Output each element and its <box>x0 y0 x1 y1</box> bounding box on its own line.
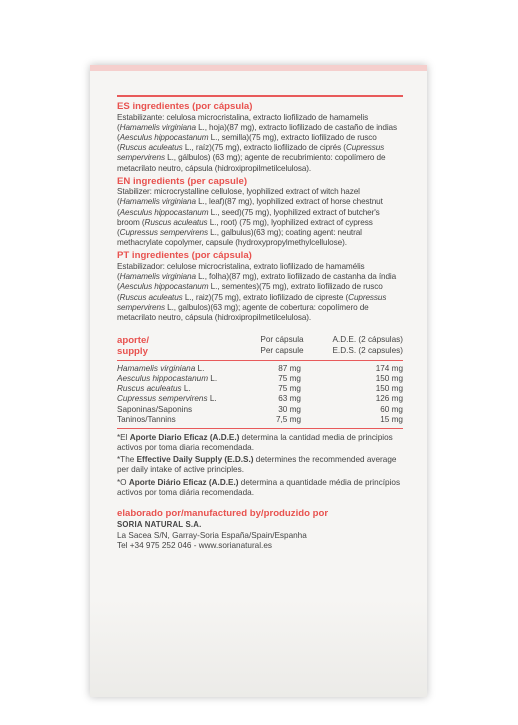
text: Estabilizador: celulose microcristalina, extrato liofilizado de hamamélis ( <box>117 261 365 282</box>
daily-value: 126 mg <box>375 394 403 404</box>
footnotes <box>117 433 403 498</box>
suffix: L. <box>207 394 217 404</box>
term: Aporte Diario Eficaz (A.D.E.) <box>129 432 240 442</box>
company-address: La Sacea S/N, Garray-Soria España/Spain/Espanha <box>117 530 307 540</box>
table-divider <box>117 360 403 361</box>
text: *El <box>117 432 130 442</box>
latin-name: Cupressus sempervirens <box>117 394 208 404</box>
section-en <box>117 176 403 249</box>
text: *The <box>117 455 137 465</box>
latin-name: Ruscus aculeatus <box>119 143 183 153</box>
text: L., leaf)(87 mg), lyophilized extract of horse chestnut ( <box>117 197 383 217</box>
per-capsule-header <box>243 335 321 357</box>
header-line: E.D.S. (2 capsules) <box>332 345 403 355</box>
text: L., root) (75 mg), lyophilized extract of cypress ( <box>117 217 373 238</box>
row-name <box>117 384 243 394</box>
row-name <box>117 374 243 384</box>
top-band <box>90 65 427 71</box>
supply-title-line: aporte/ <box>117 335 149 347</box>
section-es <box>117 101 403 174</box>
header-line: Per capsule <box>260 345 304 355</box>
latin-name: Hamamelis virginiana <box>119 272 196 282</box>
package-shade <box>90 600 427 697</box>
heading-en: EN ingredients (per capsule) <box>117 175 248 187</box>
company-name: SORIA NATURAL S.A. <box>117 520 202 530</box>
text: L., galbulus)(63 mg); coating agent: neutral methacrylate copolymer, capsule (hydroxypropylmethylcellulose). <box>117 228 362 248</box>
manufacturer-heading: elaborado por/manufactured by/produzido por <box>117 507 329 519</box>
ingredients-es <box>117 113 403 174</box>
supply-title-line: supply <box>117 346 148 358</box>
text: L., hoja)(87 mg), extracto liofilizado de castaño de indias ( <box>117 122 397 142</box>
text: Estabilizante: celulosa microcristalina, extracto liofilizado de hamamelis ( <box>117 112 369 132</box>
latin-name: Aesculus hippocastanum <box>119 207 209 217</box>
per-capsule-value: 63 mg <box>278 394 301 404</box>
component-name: Taninos/Tannins <box>117 414 176 424</box>
table-row <box>117 374 403 384</box>
latin-name: Hamamelis virginiana <box>119 197 196 207</box>
divider-top <box>117 95 403 97</box>
daily-value: 150 mg <box>375 384 403 394</box>
table-divider <box>117 428 403 429</box>
text: Stabilizer: microcrystalline cellulose, lyophilized extract of witch hazel ( <box>117 187 360 207</box>
row-name <box>117 415 243 425</box>
text: L., raíz)(75 mg), extracto liofilizado de ciprés ( <box>182 143 346 153</box>
text: L., seed)(75 mg), lyophilized extract of butcher's broom ( <box>117 207 380 227</box>
text: L., gálbulos) (63 mg); agente de recubrimiento: copolímero de metacrilato neutro, cápsula (hidroxipropilmetilcelulosa). <box>117 153 386 173</box>
suffix: L. <box>208 374 218 384</box>
text: determina la cantidad media de principios activos por toma diaria recomendada. <box>117 432 393 452</box>
latin-name: Aesculus hippocastanum <box>119 282 209 292</box>
row-name <box>117 394 243 404</box>
term: Effective Daily Supply (E.D.S.) <box>136 455 254 465</box>
per-capsule-value: 87 mg <box>278 364 301 374</box>
per-capsule-value: 7,5 mg <box>275 414 301 424</box>
label-content <box>117 95 403 551</box>
manufacturer-block <box>117 508 403 551</box>
latin-name: Aesculus hippocastanum <box>117 374 209 384</box>
table-row <box>117 405 403 415</box>
latin-name: Ruscus aculeatus <box>117 384 182 394</box>
heading-pt: PT ingredientes (por cápsula) <box>117 250 252 262</box>
component-name: Saponinas/Saponins <box>117 404 193 414</box>
per-capsule-value: 30 mg <box>278 404 301 414</box>
text: determines the recommended average per daily intake of active principles. <box>117 455 397 475</box>
latin-name: Ruscus aculeatus <box>119 292 183 302</box>
text: L., raiz)(75 mg), extrato liofilizado de cipreste ( <box>182 292 349 302</box>
footnote-es <box>117 433 403 453</box>
suffix: L. <box>195 364 205 374</box>
per-capsule-value: 75 mg <box>278 384 301 394</box>
table-row <box>117 364 403 374</box>
daily-value: 174 mg <box>375 364 403 374</box>
section-pt <box>117 250 403 323</box>
table-row <box>117 384 403 394</box>
latin-name: Ruscus aculeatus <box>144 217 208 227</box>
daily-value: 15 mg <box>380 414 403 424</box>
ingredients-pt <box>117 262 403 323</box>
text: L., sementes)(75 mg), extrato liofilizado de rusco ( <box>117 282 383 302</box>
supply-table-header <box>117 335 403 357</box>
text: L., semilla)(75 mg), extracto liofilizado de rusco ( <box>117 132 377 153</box>
latin-name: Hamamelis virginiana <box>119 122 196 132</box>
supply-title <box>117 335 243 357</box>
daily-header <box>321 335 403 357</box>
latin-name: Hamamelis virginiana <box>117 364 196 374</box>
header-line: A.D.E. (2 cápsulas) <box>332 335 403 345</box>
heading-es: ES ingredientes (por cápsula) <box>117 101 253 112</box>
row-name <box>117 364 243 374</box>
suffix: L. <box>181 384 191 394</box>
latin-name: Cupressus sempervirens <box>119 228 208 238</box>
row-name <box>117 405 243 415</box>
latin-name: Cupressus sempervirens <box>117 143 385 163</box>
table-row <box>117 394 403 404</box>
daily-value: 150 mg <box>375 374 403 384</box>
table-row <box>117 415 403 425</box>
term: Aporte Diário Eficaz (A.D.E.) <box>128 477 239 487</box>
ingredients-en <box>117 187 403 248</box>
header-line: Por cápsula <box>260 335 304 345</box>
daily-value: 60 mg <box>380 404 403 414</box>
supply-table-body <box>117 364 403 425</box>
text: L., folha)(87 mg), extrato liofilizado de castanha da índia ( <box>117 272 397 292</box>
text: L., galbulos)(63 mg); agente de cobertura: copolímero de metacrilato neutro, cápsula (hidroxipropilmetilcelulosa). <box>117 302 369 322</box>
latin-name: Cupressus sempervirens <box>117 292 387 312</box>
latin-name: Aesculus hippocastanum <box>119 132 209 142</box>
company-contact: Tel +34 975 252 046 - www.sorianatural.es <box>117 540 272 550</box>
footnote-en <box>117 455 403 475</box>
footnote-pt <box>117 478 403 498</box>
per-capsule-value: 75 mg <box>278 374 301 384</box>
text: *O <box>117 477 129 487</box>
text: determina a quantidade média de princípios activos por toma diária recomendada. <box>117 477 401 497</box>
